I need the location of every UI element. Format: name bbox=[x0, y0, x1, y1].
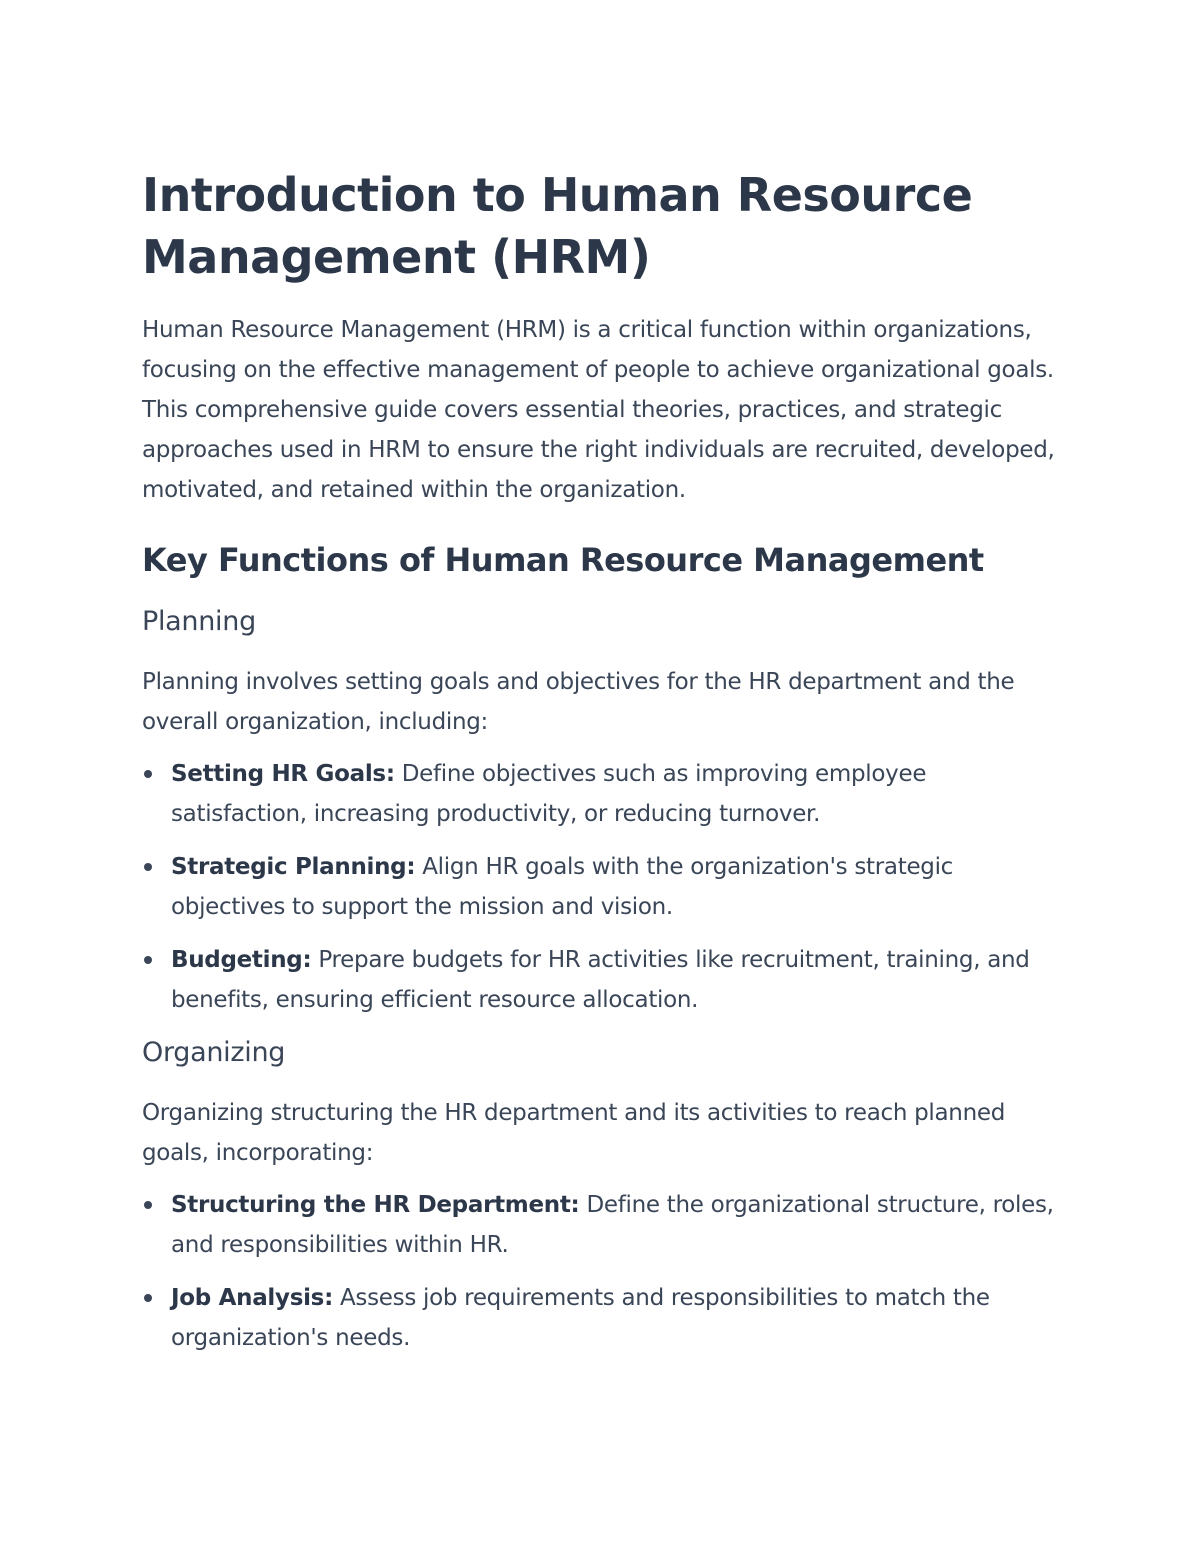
list-item-term: Setting HR Goals: bbox=[171, 761, 395, 787]
list-item-term: Strategic Planning: bbox=[171, 854, 416, 880]
list-item-text: Assess job requirements and responsibilities to match the organization's needs. bbox=[171, 1285, 990, 1351]
bullet-icon bbox=[144, 1294, 152, 1302]
list-item bbox=[142, 940, 1062, 1020]
page-title: Introduction to Human Resource Management (HRM) bbox=[142, 168, 973, 284]
organizing-description: Organizing structuring the HR department and its activities to reach planned goals, incorporating: bbox=[142, 1100, 1006, 1166]
list-item-text: Align HR goals with the organization's strategic objectives to support the mission and vision. bbox=[171, 854, 954, 920]
list-item bbox=[142, 754, 1062, 834]
list-item bbox=[142, 1278, 1062, 1358]
section-heading: Key Functions of Human Resource Management bbox=[142, 541, 984, 579]
bullet-icon bbox=[144, 1201, 152, 1209]
list-item bbox=[142, 847, 1062, 927]
list-item-term: Job Analysis: bbox=[171, 1285, 333, 1311]
list-item-text: Define the organizational structure, roles, and responsibilities within HR. bbox=[171, 1192, 1054, 1258]
planning-description: Planning involves setting goals and objectives for the HR department and the overall organization, including: bbox=[142, 669, 1015, 735]
list-item-term: Budgeting: bbox=[171, 947, 312, 973]
bullet-icon bbox=[144, 863, 152, 871]
bullet-icon bbox=[144, 770, 152, 778]
organizing-list bbox=[142, 1185, 1062, 1358]
list-item-text: Prepare budgets for HR activities like recruitment, training, and benefits, ensuring efficient resource allocation. bbox=[171, 947, 1030, 1013]
document-page bbox=[142, 164, 1062, 1371]
list-item bbox=[142, 1185, 1062, 1265]
organizing-heading: Organizing bbox=[142, 1037, 286, 1068]
bullet-icon bbox=[144, 956, 152, 964]
list-item-text: Define objectives such as improving employee satisfaction, increasing productivity, or reducing turnover. bbox=[171, 761, 927, 827]
planning-heading: Planning bbox=[142, 606, 256, 637]
planning-list bbox=[142, 754, 1062, 1020]
list-item-term: Structuring the HR Department: bbox=[171, 1192, 580, 1218]
intro-paragraph: Human Resource Management (HRM) is a critical function within organizations, focusing on the effective management of people to achieve organizational goals. This comprehensive guide covers essential theories, practices, and strategic approaches used in HRM to ensure the right individuals are recruited, developed, motivated, and retained within the organization. bbox=[142, 317, 1055, 503]
